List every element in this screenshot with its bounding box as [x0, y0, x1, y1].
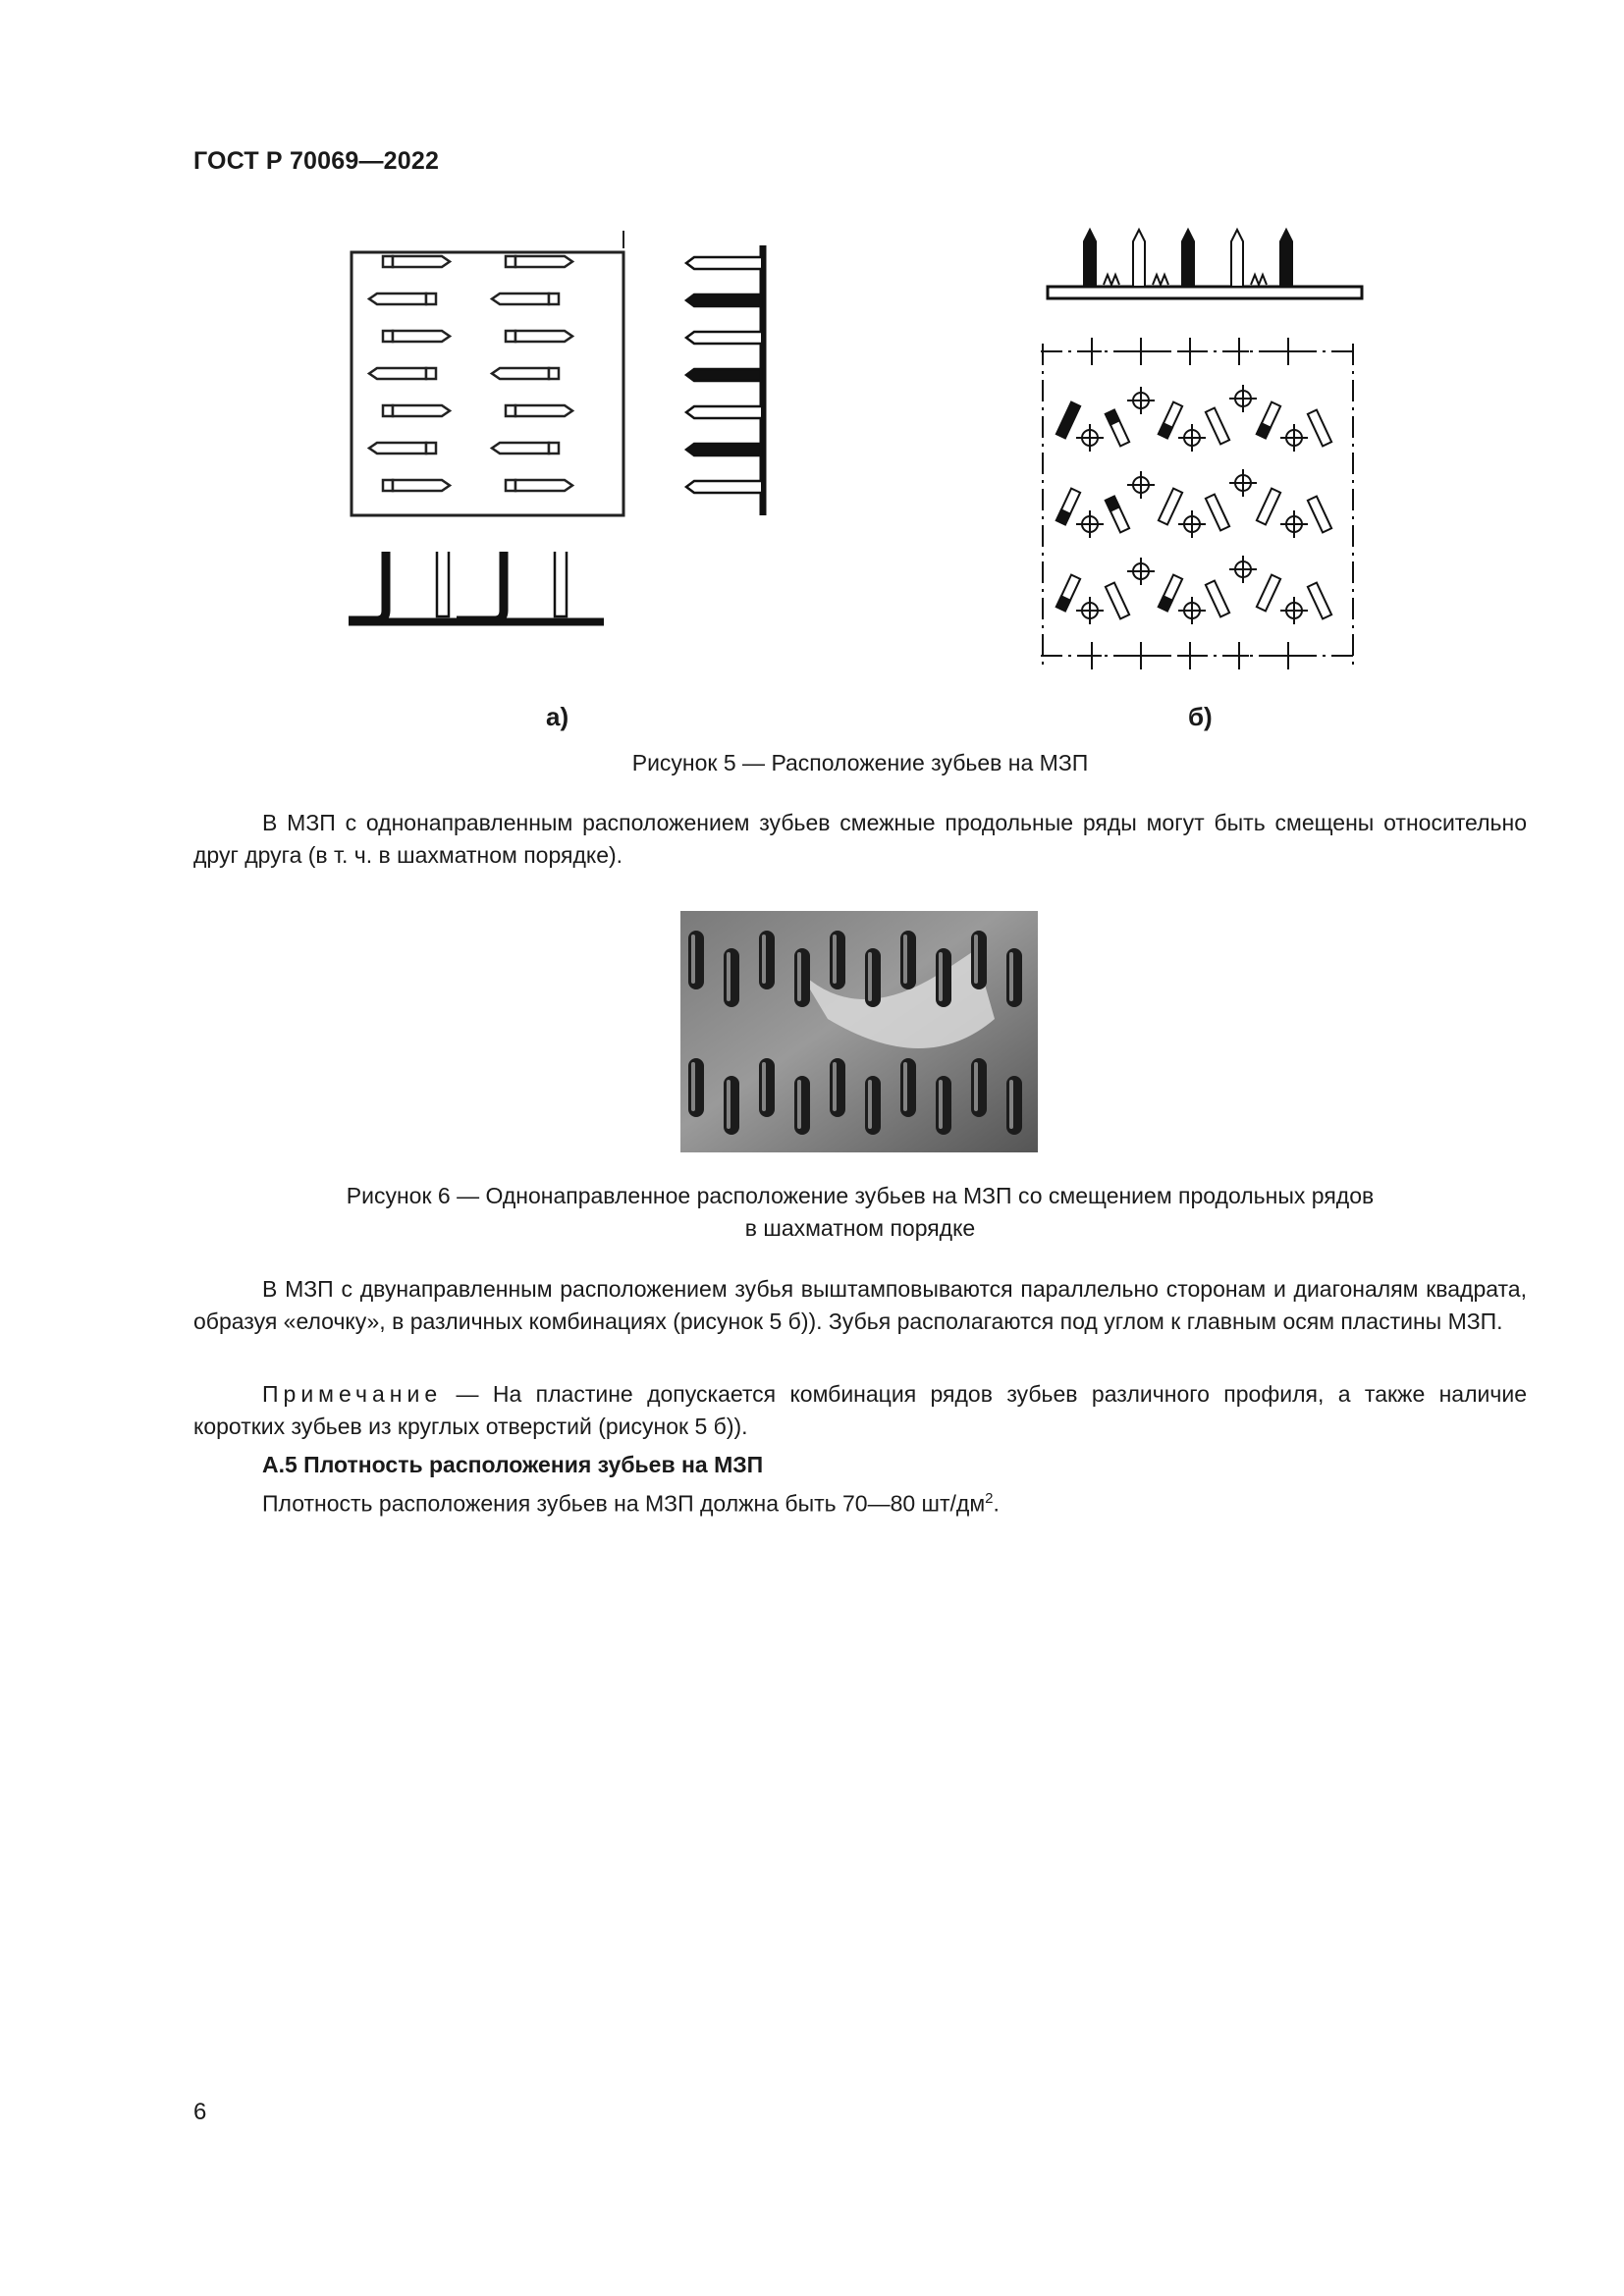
figure-5a-plan-view: [344, 231, 638, 515]
figure-5a-section-view: [349, 550, 614, 633]
figure-5-caption: Рисунок 5 — Расположение зубьев на МЗП: [631, 750, 1089, 775]
figure-5a-label: а): [546, 702, 569, 731]
figure-6-caption-line2: в шахматном порядке: [744, 1215, 976, 1241]
figure-5b-side-view: [1043, 228, 1367, 306]
section-title: А.5 Плотность расположения зубьев на МЗП: [262, 1452, 764, 1477]
figure-6-caption: [193, 1180, 1527, 1245]
figure-5b-plan-view: [1021, 334, 1375, 687]
section-text-suffix: .: [993, 1490, 1000, 1517]
figure-6-photo: [680, 911, 1038, 1152]
note-text: — На пластине допускается комбинация рядов зубьев различного профиля, а также наличие коротких зубьев из круглых отверстий (рисунок 5 б)).: [193, 1381, 1527, 1439]
page-number: 6: [193, 2099, 207, 2125]
paragraph-bidirectional: В МЗП с двунаправленным расположением зубья выштамповываются параллельно сторонам и диагоналям квадрата, образуя «елочку», в различных комбинациях (рисунок 5 б)). Зубья располагаются под углом к главным осям пластины МЗП.: [193, 1276, 1527, 1334]
note-label: Примечание: [262, 1381, 443, 1407]
section-superscript: 2: [985, 1490, 994, 1507]
figure-6-caption-line1: Рисунок 6 — Однонаправленное расположение зубьев на МЗП со смещением продольных рядов: [346, 1183, 1375, 1208]
section-text-body: Плотность расположения зубьев на МЗП должна быть 70—80 шт/дм: [262, 1490, 986, 1517]
figure-5a-side-view: [682, 245, 776, 520]
document-header: ГОСТ Р 70069—2022: [193, 147, 440, 175]
note-paragraph: [193, 1378, 1527, 1443]
section-text: [262, 1490, 1000, 1518]
tooth-row: [369, 256, 572, 491]
figure-5b-label: б): [1188, 702, 1213, 731]
paragraph-unidirectional: В МЗП с однонаправленным расположением зубьев смежные продольные ряды могут быть смещены относительно друг друга (в т. ч. в шахматном порядке).: [193, 810, 1527, 868]
